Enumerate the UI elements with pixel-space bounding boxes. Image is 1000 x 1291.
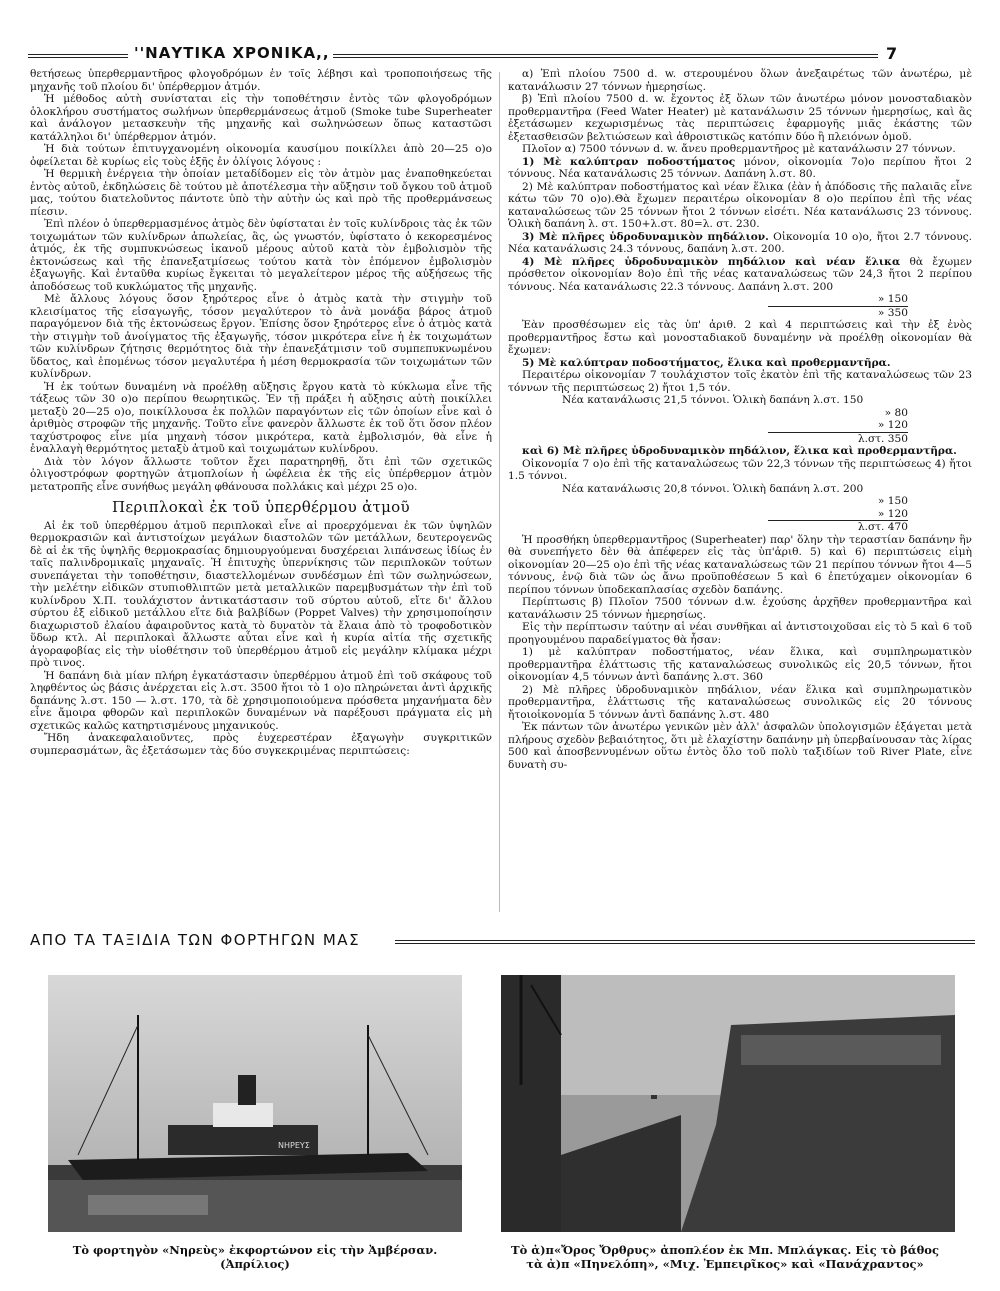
photo-caption-1 — [40, 1243, 470, 1271]
case-text: μόνον, οἰκονομία 7ο)ο περίπου ἤτοι 2 τόννους. Νέα κατανάλωσις 25 τόννων. Δαπάνη λ.στ. 80. — [508, 155, 973, 180]
paragraph: Μὲ ἄλλους λόγους ὅσον ξηρότερος εἶνε ὁ ἀτμὸς κατὰ τὴν στιγμὴν τοῦ κλεισίματος τῆς εἰσαγωγῆς, τόσον μεγαλύτερον τὸ ἀνὰ μονάδα βάρος ἀτμοῦ παραγόμενον διὰ τῆς ἐκτονώσεως ἔργον. Ἐπίσης ὅσον ξηρότερος εἶνε ὁ ἀτμὸς κατὰ τὴν στιγμὴν τοῦ ἀνοίγματος τῆς ἐξαγωγῆς, τόσον μικρότερα εἶνε ἡ ἐκ τοιχωμάτων τῶν κυλίνδρων ζήτησις θερμότητος διὰ τὴν ἐπανεξάτμισιν τοῦ συμπεπυκνωμένου ὕδατος, καὶ ἑπομένως τόσον μεγαλυτέρα ἡ μέση θερμοκρασία τῶν τοιχωμάτων τῶν κυλίνδρων. — [30, 293, 492, 380]
caption-line: Τὸ φορτηγὸν «Νηρεὺς» ἐκφορτώνον εἰς τὴν Ἀμβέρσαν. — [72, 1243, 438, 1257]
publication-title: ''ΝΑΥΤΙΚΑ ΧΡΟΝΙΚΑ,, — [134, 44, 330, 62]
cost-line: » 120 — [877, 507, 908, 520]
paragraph: 2) Μὲ καλύπτραν ποδοστήματος καὶ νέαν ἕλικα (ἐὰν ἡ ἀπόδοσις τῆς παλαιᾶς εἶνε κάτω τῶν 70 ο)ο).Θὰ ἔχωμεν περαιτέρω οἰκονομίαν 8 ο)ο περίπου ἐπὶ τῆς νέας καταναλώσεως τῶν 25 τόννων ἤτοι 2 τόννων εἰσέτι. Νέα κατανάλωσις 23 τόννους. Ὁλικὴ δαπάνη λ. στ. 150+λ.στ. 80=λ. στ. 230. — [508, 180, 972, 230]
cost-line: » 80 — [884, 406, 908, 419]
paragraph: 1) μὲ καλύπτραν ποδοστήματος, νέαν ἕλικα, καὶ συμπληρωματικὸν προθερμαντῆρα ἐλάττωσις τῆς καταναλώσεως συνολικῶς εἰς 20,5 τόννων, ἤτοι οἰκονομίαν 4,5 τόννων ἀντὶ δαπάνης λ.στ. 360 — [508, 646, 972, 683]
cost-line: » 150 — [877, 293, 908, 305]
paragraph: Εἰς τὴν περίπτωσιν ταύτην αἱ νέαι συνθῆκαι αἱ ἀντιστοιχοῦσαι εἰς τὸ 5 καὶ 6 τοῦ προηγουμένου παραδείγματος θὰ ἦσαν: — [508, 621, 972, 646]
cost-sum — [508, 407, 972, 446]
left-column — [30, 68, 492, 757]
masthead — [28, 44, 978, 70]
cost-total: » 350 — [768, 306, 908, 320]
cost-total: λ.στ. 350 — [768, 432, 908, 446]
cost-sum — [508, 495, 972, 534]
paragraph: α) Ἐπὶ πλοίου 7500 d. w. στερουμένου ὅλων ἀνεξαιρέτως τῶν ἀνωτέρω, μὲ κατανάλωσιν 27 τόννων ἡμερησίως. — [508, 68, 972, 93]
paragraph: Ἤδη ἀνακεφαλαιοῦντες, πρὸς ἐυχερεστέραν ἐξαγωγὴν συγκριτικῶν συμπερασμάτων, ἂς ἐξετάσωμεν τὰς δύο συγκεκριμένας περιπτώσεις: — [30, 732, 492, 757]
ship-hull-name: ΝΗΡΕΥΣ — [278, 1141, 310, 1150]
column-divider — [499, 72, 500, 912]
caption-line: τὰ ἀ)π «Πηνελόπη», «Μιχ. Ἐμπειρῖκος» καὶ «Πανάχραντος» — [526, 1257, 924, 1271]
paragraph: Ἡ προσθήκη ὑπερθερμαντῆρος (Superheater) παρ' ὅλην τὴν τεραστίαν δαπάνην ἣν θὰ συνεπήγετο δὲν θὰ ἀπέφερεν εἰς τὰς ὑπ'ἀριθ. 5) καὶ 6) περιπτώσεις εἰμὴ οἰκονομίαν 20—25 ο)ο ἐπὶ τῆς νέας καταναλώσεως τῶν 21 περίπου τόννων ἤτοι 4—5 τόννους, ἐνῷ διὰ τῶν ὡς ἄνω προϋποθέσεων 5 καὶ 6 ἐπετύχαμεν οἰκονομίαν 6 περίπου τόννων ὑποδεκαπλασίας σχεδὸν δαπάνης. — [508, 533, 972, 596]
cost-sum — [508, 293, 972, 319]
masthead-rule-right — [333, 54, 878, 58]
paragraph: Πλοῖον α) 7500 τόννων d. w. ἄνευ προθερμαντῆρος μὲ κατανάλωσιν 27 τόννων. — [522, 143, 956, 155]
paragraph: Νέα κατανάλωσις 21,5 τόννοι. Ὁλικὴ δαπάνη λ.στ. 150 — [562, 394, 864, 406]
paragraph: Νέα κατανάλωσις 20,8 τόννοι. Ὁλικὴ δαπάνη λ.στ. 200 — [562, 482, 864, 495]
photo-caption-2 — [470, 1243, 980, 1271]
paragraph: Ἡ δαπάνη διὰ μίαν πλήρη ἐγκατάστασιν ὑπερθέρμου ἀτμοῦ ἐπὶ τοῦ σκάφους τοῦ ληφθέντος ὡς βάσις ἀνέρχεται εἰς λ.στ. 3500 ἤτοι τὸ 1 ο)ο πληρώνεται ἀντὶ ἀρχικῆς δαπάνης λ.στ. 150 — λ.στ. 170, τὰ δὲ χρησιμοποιούμενα πρόσθετα μηχανήματα δὲν εἶνε ἄμοιρα φθορῶν καὶ περιπλοκῶν δυναμένων νὰ παρέξουσι πράγματα εἰς μὴ σχετικῶς καλῶς κατηρτισμένους μηχανικούς. — [30, 669, 492, 732]
photo-ship-unloading — [48, 975, 462, 1232]
page-number: 7 — [886, 44, 898, 63]
section-rule — [395, 940, 975, 944]
photo-section-header — [30, 930, 970, 952]
paragraph: Ἡ θερμικὴ ἐνέργεια τὴν ὁποίαν μεταδίδομεν εἰς τὸν ἀτμὸν μας ἐναποθηκεύεται ἐντὸς αὐτοῦ, ἐκδηλώσεις δὲ τούτου μὲ ἀποτέλεσμα τὴν αὔξησιν τοῦ ὄγκου τοῦ ἀτμοῦ μας, τούτου διατελοῦντος πάντοτε ὑπὸ τὴν αὐτὴν ὡς καὶ πρὸ τῆς προθερμάνσεως πίεσιν. — [30, 168, 492, 218]
paragraph: Ἡ μέθοδος αὐτὴ συνίσταται εἰς τὴν τοποθέτησιν ἐντὸς τῶν φλογοδρόμων ὁλοκλήρου συστήματος σωλήνων ὑπερθερμάνσεως ἀτμοῦ (Smoke tube Superheater καὶ ἀνάλογον μετασκευὴν τῆς μηχανῆς καὶ σωληνώσεων ὅπως καταστῶσι κατάλληλοι δι' ὑπέρθερμον ἀτμόν. — [30, 93, 492, 143]
case-label: 5) Μὲ καλύπτραν ποδοστήματος, ἕλικα καὶ προθερμαντῆρα. — [522, 356, 891, 369]
paragraph — [508, 445, 972, 458]
paragraph: Ἐὰν προσθέσωμεν εἰς τὰς ὑπ' ἀριθ. 2 καὶ 4 περιπτώσεις καὶ τὴν ἐξ ἐνὸς προθερμαντῆρος ἔστω καὶ μονοσταδιακοῦ δυναμένην νὰ προέλθῃ οἰκονομίαν θὰ ἔχωμεν: — [508, 319, 972, 356]
case-text: θὰ ἔχωμεν πρόσθετον οἰκονομίαν 8ο)ο ἐπὶ τῆς νέας καταναλώσεως τῶν 24,3 ἤτοι 2 περίπου τόννους. Νέα κατανάλωσις 22.3 τόννους. Δαπάνη λ.στ. 200 — [508, 255, 972, 293]
harbor-photo-illustration — [501, 975, 955, 1232]
cost-total: λ.στ. 470 — [768, 520, 908, 534]
paragraph — [508, 357, 972, 370]
section-heading: Περιπλοκαὶ ἐκ τοῦ ὑπερθέρμου ἀτμοῦ — [112, 498, 410, 516]
case-label: 1) Μὲ καλύπτραν ποδοστήματος — [522, 155, 736, 168]
paragraph: Περαιτέρω οἰκονομίαν 7 τουλάχιστον τοῖς ἑκατὸν ἐπὶ τῆς καταναλώσεως τῶν 23 τόννων τῆς περιπτώσεως 2) ἤτοι 1,5 τόν. — [508, 369, 972, 394]
paragraph: Ἡ ἐκ τούτων δυναμένη νὰ προέλθῃ αὔξησις ἔργου κατὰ τὸ κύκλωμα εἶνε τῆς τάξεως τῶν 30 ο)ο περίπου θεωρητικῶς. Ἐν τῇ πράξει ἡ αὔξησις αὐτὴ ποικίλλει μεταξὺ 20—25 ο)ο, ποικίλλουσα ἐκ πολλῶν παραγόντων εἰς τῶν ὁποίων εἶνε καὶ ὁ ἀριθμὸς στροφῶν τῆς μηχανῆς. Τοῦτο εἶνε φανερὸν ἄλλωστε ἐκ τοῦ ὅτι ὅσον πλέον ταχύστροφος εἶνε μία μηχανὴ τόσον μικρότερα, κατὰ ἐμβολισμόν, θὰ εἶνε ἡ ἐναλλαγὴ θερμότητος μεταξὺ ἀτμοῦ καὶ τοιχωμάτων κυλίνδρου. — [30, 380, 492, 455]
photo-section-title: ΑΠΟ ΤΑ ΤΑΞΙΔΙΑ ΤΩΝ ΦΟΡΤΗΓΩΝ ΜΑΣ — [30, 931, 361, 949]
case-text: Οἰκονομία 10 ο)ο, ἤτοι 2.7 τόννους. Νέα κατανάλωσις 24.3 τόννους, δαπάνη λ.στ. 200. — [508, 230, 972, 255]
caption-line: Τὸ ἀ)π«Ὄρος Ὄρθρυς» ἀποπλέον ἐκ Μπ. Μπλάγκας. Εἰς τὸ βάθος — [511, 1243, 939, 1257]
paragraph — [508, 256, 972, 294]
masthead-rule-left — [28, 54, 128, 58]
paragraph: Ἐπὶ πλέον ὁ ὑπερθερμασμένος ἀτμὸς δὲν ὑφίσταται ἐν τοῖς κυλίνδροις τὰς ἐκ τῶν τοιχωμάτων τῶν κυλίνδρων ἀπωλείας, ἃς, ὡς γνωστόν, ὑφίστατο ὁ κεκορεσμένος ἀτμός, ἐκ τῆς συμπυκνώσεως ἱκανοῦ μέρους αὐτοῦ κατὰ τὸν ἐμβολισμὸν τῆς ἐκτονώσεως καὶ τῆς ἐπανεξατμίσεως τούτου κατὰ τὸν ἑπόμενον ἐμβολισμὸν ἐξαγωγῆς. Καὶ ἐνταῦθα κυρίως ἔγκειται τὸ μεγαλείτερον μέρος τῆς αὐξήσεως τῆς ἀποδόσεως τοῦ κυκλώματος τῆς μηχανῆς. — [30, 218, 492, 293]
paragraph: Αἱ ἐκ τοῦ ὑπερθέρμου ἀτμοῦ περιπλοκαὶ εἶνε αἱ προερχόμεναι ἐκ τῶν ὑψηλῶν θερμοκρασιῶν καὶ ἀντιστοίχων μεγάλων διαστολῶν τῶν μετάλλων, δευτερογενῶς δὲ αἱ ἐκ τῆς ὑψηλῆς θερμοκρασίας δημιουργούμεναι δυσχέρειαι λιπάνσεως ἰδίως ἐν ταῖς παλινδρομικαῖς μηχαναῖς. Ἡ ἐπιτυχὴς ὑπερνίκησις τῶν περιπλοκῶν τούτων συνεπάγεται τὴν τοποθέτησιν, διαστελλομένων συνδέσμων ἐπὶ τῶν σωληνώσεων, τὴν μελέτην εἰδικῶν στυπιοθλιπτῶν μετὰ μεταλλικῶν παρεμβυσμάτων τὴν ἐπὶ τοῦ κυλίνδρου Χ.Π. τουλάχιστον ἀντικατάστασιν τοῦ σύρτου αὐτοῦ, εἴτε δι' ἄλλου σύρτου ἐξ εἰδικοῦ μετάλλου εἴτε διὰ βαλβίδων (Poppet Valves) τὴν χρησιμοποίησιν διαχωριστοῦ ἐλαίου ἀφαιροῦντος κατὰ τὸ δυνατὸν τὰ ἔλαια ἀπὸ τὸ τροφοδοτικὸν ὕδωρ κτλ. Αἱ περιπλοκαὶ ἄλλωστε αὗται εἶνε καὶ ἡ κυρία αἰτία τῆς σχετικῆς ἀγοραφοβίας εἰς τὴν υἱοθέτησιν τοῦ ὑπερθέρμου ἀτμοῦ εἰς μεγάλην κλίμακα μέχρι πρὸ τινος. — [30, 519, 492, 669]
paragraph — [508, 231, 972, 256]
paragraph: β) Ἐπὶ πλοίου 7500 d. w. ἔχοντος ἐξ ὅλων τῶν ἀνωτέρω μόνον μονοσταδιακὸν προθερμαντῆρα (Feed Water Heater) μὲ κατανάλωσιν 25 τόννων ἡμερησίως, καὶ ἂς ἐξετάσωμεν κεχωρισμένως τὰς περιπτώσεις ἐφαρμογῆς μιᾶς ἑκάστης τῶν ἐξετασθεισῶν βελτιώσεων καὶ ἀθροιστικῶς κατόπιν δύο ἢ πλειόνων ὁμοῦ. — [508, 93, 972, 143]
case-label: καὶ 6) Μὲ πλῆρες ὑδροδυναμικὸν πηδάλιον, ἕλικα καὶ προθερμαντῆρα. — [522, 445, 957, 457]
paragraph: Ἐκ πάντων τῶν ἀνωτέρω γενικῶν μὲν ἀλλ' ἀσφαλῶν ὑπολογισμῶν ἐξάγεται μετὰ πλήρους σχεδὸν βεβαιότητος, ὅτι μὲ ἐλαχίστην δαπάνην μὴ ὑπερβαίνουσαν τὰς λίρας 500 καὶ ἀποσβεννυμένων οὕτω ἐντὸς ὅλο τοῦ πολὺ ταξιδίων τοῦ River Plate, εἶνε δυνατὴ συ- — [508, 721, 972, 771]
paragraph: Διὰ τὸν λόγον ἄλλωστε τοῦτον ἔχει παρατηρηθῇ, ὅτι ἐπὶ τῶν σχετικῶς ὀλιγοστρόφων φορτηγῶν ἀτμοπλοίων ἡ ὠφέλεια ἐκ τῆς εἰς ὑπέρθερμον ἀτμὸν μετατροπῆς εἶνε συνήθως μεγάλη φθάνουσα πολλάκις καὶ μέχρι 25 ο)ο. — [30, 455, 492, 493]
paragraph: 2) Μὲ πλῆρες ὑδροδυναμικὸν πηδάλιον, νέαν ἕλικα καὶ συμπληρωματικὸν προθερμαντῆρα, ἐλάττωσις τῆς καταναλώσεως συνολικῶς εἰς 20 τόννους ἤτοιοἰκονομία 5 τόννων ἀντὶ δαπάνης λ.στ. 480 — [508, 683, 972, 721]
cost-line: » 150 — [877, 495, 908, 507]
ship-photo-illustration — [48, 975, 462, 1232]
paragraph — [508, 156, 972, 181]
case-label: 3) Μὲ πλῆρες ὑδροδυναμικὸν πηδάλιον. — [522, 230, 769, 243]
paragraph: Περίπτωσις β) Πλοῖον 7500 τόννων d.w. ἐχούσης ἀρχῆθεν προθερμαντῆρα καὶ κατανάλωσιν 25 τόννων ἡμερησίως. — [508, 596, 972, 621]
caption-line: (Ἀπρίλιος) — [220, 1257, 290, 1271]
photo-ship-departing — [501, 975, 955, 1232]
paragraph: θετήσεως ὑπερθερμαντῆρος φλογοδρόμων ἐν τοῖς λέβησι καὶ τροποποιήσεως τῆς μηχανῆς τοῦ πλοίου δι' ὑπέρθερμον ἀτμόν. — [30, 68, 492, 93]
paragraph: Ἡ διὰ τούτων ἐπιτυγχανομένη οἰκονομία καυσίμου ποικίλλει ἀπὸ 20—25 ο)ο ὀφείλεται δὲ κυρίως εἰς τοὺς ἑξῆς ἐν ὀλίγοις λόγους : — [30, 143, 492, 168]
case-label: 4) Μὲ πλῆρες ὑδροδυναμικὸν πηδάλιον καὶ νέαν ἕλικα — [522, 255, 901, 268]
right-column — [508, 68, 972, 771]
cost-line: » 120 — [877, 419, 908, 431]
paragraph: Οἰκονομία 7 ο)ο ἐπὶ τῆς καταναλώσεως τῶν 22,3 τόννων τῆς περιπτώσεως 4) ἤτοι 1.5 τόννοι. — [508, 457, 972, 482]
